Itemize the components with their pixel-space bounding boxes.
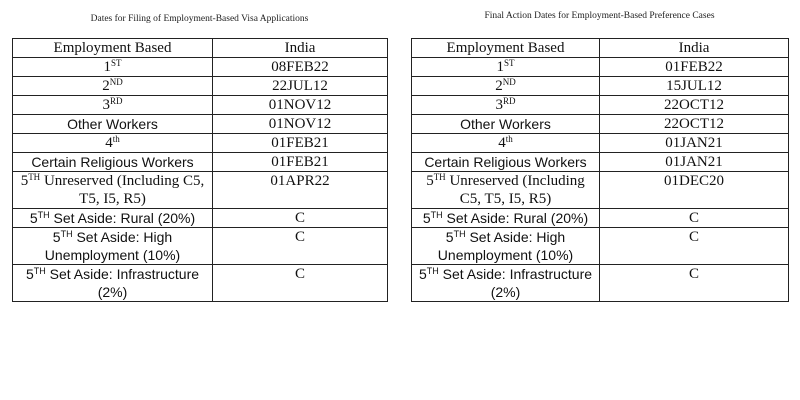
category-cell: 1ST bbox=[13, 58, 213, 77]
date-cell: C bbox=[600, 209, 789, 228]
table-row bbox=[13, 134, 388, 153]
table-row bbox=[412, 265, 789, 302]
final-action-panel bbox=[411, 0, 788, 302]
final-action-table bbox=[411, 38, 789, 302]
table-row bbox=[13, 77, 388, 96]
table-row bbox=[13, 58, 388, 77]
table-row bbox=[13, 153, 388, 172]
table-row bbox=[412, 153, 789, 172]
category-cell: 3RD bbox=[412, 96, 600, 115]
date-cell: 15JUL12 bbox=[600, 77, 789, 96]
date-cell: 01FEB21 bbox=[213, 153, 388, 172]
table-row bbox=[412, 77, 789, 96]
date-cell: 08FEB22 bbox=[213, 58, 388, 77]
date-cell: C bbox=[213, 265, 388, 302]
category-header: Employment Based bbox=[13, 39, 213, 58]
date-cell: 01NOV12 bbox=[213, 96, 388, 115]
table-row bbox=[13, 96, 388, 115]
date-cell: 01NOV12 bbox=[213, 115, 388, 134]
country-header: India bbox=[213, 39, 388, 58]
date-cell: C bbox=[213, 209, 388, 228]
category-cell: 5TH Set Aside: High Unemployment (10%) bbox=[412, 228, 600, 265]
table-row bbox=[13, 115, 388, 134]
date-cell: 01JAN21 bbox=[600, 153, 789, 172]
category-cell: 5TH Unreserved (Including C5, T5, I5, R5) bbox=[412, 172, 600, 209]
filing-dates-panel bbox=[12, 0, 387, 302]
category-cell: 2ND bbox=[412, 77, 600, 96]
country-header: India bbox=[600, 39, 789, 58]
table-row bbox=[412, 209, 789, 228]
date-cell: C bbox=[213, 228, 388, 265]
category-cell: Other Workers bbox=[13, 115, 213, 134]
filing-dates-title: Dates for Filing of Employment-Based Visa Applications bbox=[90, 14, 309, 24]
date-cell: 01FEB22 bbox=[600, 58, 789, 77]
table-row bbox=[412, 172, 789, 209]
category-cell: 4th bbox=[13, 134, 213, 153]
date-cell: 22OCT12 bbox=[600, 115, 789, 134]
table-row bbox=[412, 96, 789, 115]
date-cell: 22OCT12 bbox=[600, 96, 789, 115]
category-cell: 2ND bbox=[13, 77, 213, 96]
category-cell: 5TH Set Aside: Infrastructure (2%) bbox=[412, 265, 600, 302]
filing-dates-table bbox=[12, 38, 388, 302]
table-row bbox=[13, 209, 388, 228]
category-cell: 5TH Unreserved (Including C5, T5, I5, R5) bbox=[13, 172, 213, 209]
date-cell: 01JAN21 bbox=[600, 134, 789, 153]
table-row bbox=[412, 58, 789, 77]
date-cell: 01FEB21 bbox=[213, 134, 388, 153]
category-cell: 3RD bbox=[13, 96, 213, 115]
category-cell: 5TH Set Aside: Infrastructure (2%) bbox=[13, 265, 213, 302]
category-cell: 5TH Set Aside: Rural (20%) bbox=[412, 209, 600, 228]
date-cell: 01DEC20 bbox=[600, 172, 789, 209]
category-cell: Certain Religious Workers bbox=[412, 153, 600, 172]
date-cell: 01APR22 bbox=[213, 172, 388, 209]
table-row bbox=[13, 228, 388, 265]
table-header-row bbox=[13, 39, 388, 58]
category-cell: 5TH Set Aside: Rural (20%) bbox=[13, 209, 213, 228]
table-row bbox=[412, 134, 789, 153]
final-action-title: Final Action Dates for Employment-Based Preference Cases bbox=[484, 11, 715, 21]
table-row bbox=[412, 228, 789, 265]
date-cell: C bbox=[600, 265, 789, 302]
table-row bbox=[13, 172, 388, 209]
category-cell: 4th bbox=[412, 134, 600, 153]
date-cell: C bbox=[600, 228, 789, 265]
date-cell: 22JUL12 bbox=[213, 77, 388, 96]
table-row bbox=[13, 265, 388, 302]
table-row bbox=[412, 115, 789, 134]
table-header-row bbox=[412, 39, 789, 58]
category-cell: 5TH Set Aside: High Unemployment (10%) bbox=[13, 228, 213, 265]
category-cell: 1ST bbox=[412, 58, 600, 77]
category-cell: Other Workers bbox=[412, 115, 600, 134]
category-cell: Certain Religious Workers bbox=[13, 153, 213, 172]
category-header: Employment Based bbox=[412, 39, 600, 58]
